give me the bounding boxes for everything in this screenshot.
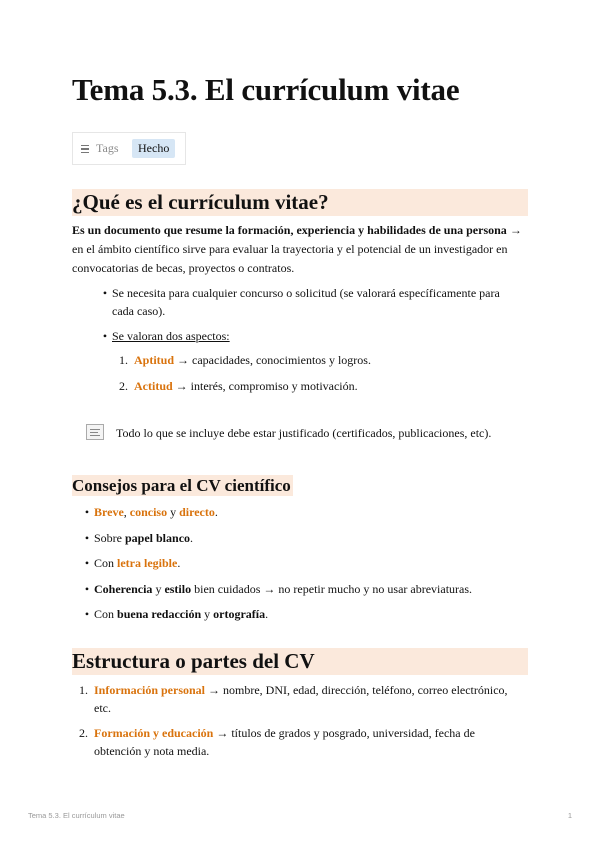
intro-line2: en el ámbito científico sirve para evaluar la trayectoria y el potencial de un investigador en [72, 242, 508, 256]
intro-arrow: → [506, 223, 522, 237]
list-item: • Sobre papel blanco. [84, 531, 194, 545]
list-item: • Con letra legible. [84, 556, 181, 570]
footer-title: Tema 5.3. El currículum vitae [28, 811, 125, 820]
intro-paragraph [72, 221, 528, 278]
tag-badge[interactable]: Hecho [132, 139, 175, 158]
term-informacion-personal: Información personal [94, 683, 205, 697]
bullet1-line1: Se necesita para cualquier concurso o solicitud (se valorará específicamente para [112, 286, 500, 300]
term-aptitud: Aptitud [134, 353, 175, 367]
callout [86, 424, 526, 444]
page-title: Tema 5.3. El currículum vitae [72, 72, 460, 107]
bullet1-line2: cada caso). [112, 304, 166, 318]
list-item: • Se valoran dos aspectos: [102, 329, 230, 343]
section-heading-que-es: ¿Qué es el currículum vitae? [72, 189, 528, 216]
list-item: • Con buena redacción y ortografía. [84, 607, 269, 621]
bullet2-text: Se valoran dos aspectos: [112, 329, 230, 343]
list-item: • Se necesita para cualquier concurso o solicitud (se valorará específicamente para cada caso). [112, 284, 528, 320]
document-icon [86, 424, 104, 440]
section-heading-consejos: Consejos para el CV científico [72, 476, 291, 495]
list-icon [81, 145, 89, 155]
list-item: 1. Aptitud → capacidades, conocimientos y logros. [119, 353, 371, 367]
list-item: 2. Formación y educación → títulos de grados y posgrado, universidad, fecha de obtención y nota media. [79, 726, 475, 758]
list-item: 2. Actitud → interés, compromiso y motivación. [119, 379, 358, 393]
term-actitud: Actitud [134, 379, 173, 393]
intro-bold: Es un documento que resume la formación, experiencia y habilidades de una persona [72, 223, 507, 237]
list-item: • Breve, conciso y directo. [84, 505, 218, 519]
tags-property [72, 132, 186, 165]
page-number: 1 [567, 811, 572, 820]
term-formacion-educacion: Formación y educación [94, 726, 214, 740]
section-heading-estructura: Estructura o partes del CV [72, 648, 528, 675]
list-item: 1. Información personal → nombre, DNI, edad, dirección, teléfono, correo electrónico, etc. [79, 683, 508, 715]
tags-label: Tags [96, 141, 119, 155]
intro-line3: convocatorias de becas, proyectos o contratos. [72, 261, 295, 275]
list-item: • Coherencia y estilo bien cuidados → no repetir mucho y no usar abreviaturas. [84, 582, 473, 596]
callout-text: Todo lo que se incluye debe estar justificado (certificados, publicaciones, etc). [116, 426, 492, 440]
